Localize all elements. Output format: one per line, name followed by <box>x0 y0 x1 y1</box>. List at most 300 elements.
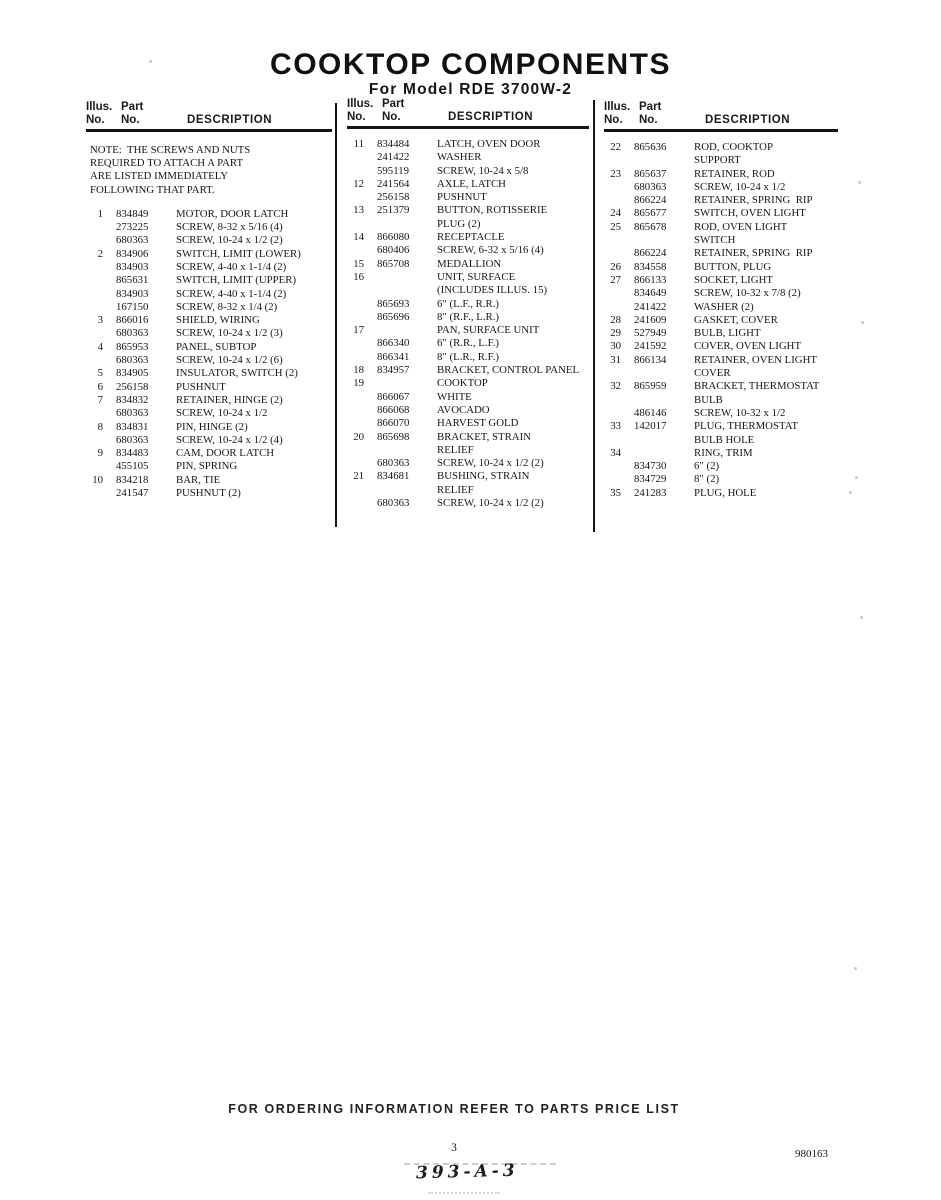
part-no: 167150 <box>116 300 149 313</box>
part-no: 595119 <box>377 164 409 177</box>
header-row-top <box>347 98 589 111</box>
table-row <box>604 221 838 234</box>
table-row <box>604 141 838 154</box>
part-description: 8" (L.R., R.F.) <box>437 350 500 363</box>
table-row <box>86 421 332 434</box>
part-no <box>377 284 425 297</box>
part-no: 865696 <box>377 310 410 323</box>
table-row <box>347 364 589 377</box>
part-description: PLUG, HOLE <box>694 486 757 499</box>
illus-no <box>86 434 103 447</box>
part-no <box>377 444 425 457</box>
illus-no <box>86 301 103 314</box>
table-row <box>86 274 332 287</box>
part-no: 866070 <box>377 417 410 430</box>
part-description: SCREW, 10-24 x 1/2 (2) <box>437 497 544 510</box>
illus-no: 18 <box>353 364 364 377</box>
part-no <box>377 218 425 231</box>
part-no: 680363 <box>116 234 149 247</box>
table-row <box>347 191 589 204</box>
part-description: RETAINER, ROD <box>694 167 775 180</box>
part-no: 834218 <box>116 473 149 486</box>
header-part-label: Part <box>382 98 405 110</box>
part-no: 865708 <box>377 257 410 270</box>
illus-no: 31 <box>610 353 621 366</box>
part-description: BUSHING, STRAIN <box>437 470 530 483</box>
table-row <box>347 138 589 151</box>
table-row <box>86 367 332 380</box>
illus-no <box>86 234 103 247</box>
part-description: SCREW, 10-32 x 1/2 <box>694 406 786 419</box>
table-row <box>86 261 332 274</box>
part-description: WASHER <box>437 151 482 164</box>
illus-no: 5 <box>97 367 103 380</box>
part-description: SCREW, 4-40 x 1-1/4 (2) <box>176 261 287 273</box>
illus-no: 34 <box>610 446 621 459</box>
column-header <box>86 101 332 132</box>
part-no: 865636 <box>634 141 667 153</box>
table-row <box>86 460 332 473</box>
part-description: WHITE <box>437 390 472 403</box>
table-row <box>347 431 589 444</box>
table-row <box>86 447 332 460</box>
illus-no: 15 <box>353 257 364 270</box>
table-row <box>347 377 589 390</box>
part-no: 865959 <box>634 380 667 393</box>
illus-no <box>86 460 103 473</box>
table-row <box>347 298 589 311</box>
table-row <box>86 314 332 327</box>
illus-no: 33 <box>610 420 621 433</box>
part-description: SWITCH, LIMIT (UPPER) <box>176 274 297 287</box>
part-description: (INCLUDES ILLUS. 15) <box>437 284 548 297</box>
part-no: 834832 <box>116 393 149 406</box>
table-row <box>86 327 332 340</box>
part-no: 834558 <box>634 260 667 273</box>
part-description: WASHER (2) <box>694 300 754 313</box>
illus-no: 20 <box>353 430 364 443</box>
illus-no: 2 <box>97 247 103 260</box>
part-no: 866133 <box>634 273 667 286</box>
table-row <box>347 231 589 244</box>
table-row <box>86 301 332 314</box>
illus-no: 24 <box>610 207 621 220</box>
part-description: 6" (R.R., L.F.) <box>437 337 500 350</box>
table-row <box>604 487 838 500</box>
part-description: BRACKET, CONTROL PANEL <box>437 364 580 377</box>
illus-no <box>604 460 621 473</box>
table-row <box>347 165 589 178</box>
table-row <box>347 151 589 164</box>
illus-no <box>604 473 621 486</box>
column-header <box>604 101 838 132</box>
illus-no: 11 <box>353 138 364 150</box>
scan-smudge <box>428 1192 500 1194</box>
table-row <box>604 181 838 194</box>
part-no: 834729 <box>634 473 667 486</box>
part-description: BULB HOLE <box>694 433 755 446</box>
illus-no <box>86 288 103 301</box>
table-row <box>347 324 589 337</box>
table-row <box>604 327 838 340</box>
note-line: REQUIRED TO ATTACH A PART <box>90 157 244 170</box>
part-description: SWITCH, OVEN LIGHT <box>694 207 806 220</box>
illus-no <box>347 151 364 164</box>
part-no: 866224 <box>634 194 667 207</box>
scan-dot <box>855 476 858 479</box>
table-row <box>604 460 838 473</box>
part-description: SCREW, 6-32 x 5/16 (4) <box>437 244 544 257</box>
part-no: 834903 <box>116 287 149 300</box>
illus-no <box>347 417 364 430</box>
part-no: 834681 <box>377 470 410 483</box>
part-no: 680363 <box>377 497 410 510</box>
illus-no: 23 <box>610 167 621 180</box>
illus-no <box>86 354 103 367</box>
illus-no: 1 <box>97 207 103 220</box>
part-no: 865698 <box>377 430 410 443</box>
part-description: PLUG (2) <box>437 217 481 230</box>
part-description: SCREW, 10-24 x 1/2 (6) <box>176 354 283 367</box>
part-no: 680363 <box>116 354 149 367</box>
table-row <box>86 394 332 407</box>
header-description-label: DESCRIPTION <box>448 111 534 123</box>
ordering-info-note: FOR ORDERING INFORMATION REFER TO PARTS PRICE LIST <box>228 1102 680 1116</box>
part-no: 865637 <box>634 167 667 180</box>
part-description: SCREW, 10-24 x 1/2 (2) <box>176 234 283 247</box>
part-no: 256158 <box>116 380 149 393</box>
part-no: 834906 <box>116 247 149 260</box>
part-description: RETAINER, SPRING RIP <box>694 247 813 260</box>
table-row <box>86 248 332 261</box>
part-no <box>634 434 682 447</box>
scan-dot <box>854 967 857 970</box>
part-no: 834957 <box>377 364 410 377</box>
part-description: 8" (2) <box>694 473 720 486</box>
illus-no <box>604 194 621 207</box>
part-no: 680363 <box>377 457 410 470</box>
table-row <box>604 154 838 167</box>
part-description: 6" (L.F., R.R.) <box>437 297 500 310</box>
part-no: 241283 <box>634 486 667 499</box>
illus-no <box>604 301 621 314</box>
illus-no <box>347 311 364 324</box>
illus-no: 16 <box>353 270 364 283</box>
table-row <box>604 447 838 460</box>
part-no: 527949 <box>634 327 667 340</box>
header-row-bottom <box>86 114 332 127</box>
part-description: ROD, COOKTOP <box>694 141 773 153</box>
part-no: 834831 <box>116 420 149 433</box>
table-row <box>347 337 589 350</box>
illus-no <box>347 284 364 297</box>
page-number: 3 <box>451 1142 457 1154</box>
parts-column-3 <box>604 101 838 500</box>
handwritten-mark: 393-A-3 <box>415 1160 519 1184</box>
table-row <box>347 284 589 297</box>
part-description: MOTOR, DOOR LATCH <box>176 207 289 220</box>
part-description: PANEL, SUBTOP <box>176 340 257 353</box>
table-row <box>604 420 838 433</box>
illus-no <box>604 367 621 380</box>
parts-column-1 <box>86 101 332 500</box>
illus-no: 6 <box>97 380 103 393</box>
illus-no: 10 <box>92 473 103 486</box>
illus-no <box>347 298 364 311</box>
illus-no <box>86 274 103 287</box>
part-description: BRACKET, THERMOSTAT <box>694 380 820 393</box>
header-illus-no-label: No. <box>86 114 105 126</box>
part-description: MEDALLION <box>437 257 502 270</box>
header-rule <box>604 129 838 132</box>
part-description: RELIEF <box>437 443 474 456</box>
illus-no: 32 <box>610 380 621 393</box>
table-row <box>604 407 838 420</box>
page-title: COOKTOP COMPONENTS <box>270 48 671 81</box>
part-description: BULB, LIGHT <box>694 327 761 340</box>
part-no: 866341 <box>377 350 410 363</box>
part-description: PAN, SURFACE UNIT <box>437 324 540 337</box>
part-no: 834484 <box>377 138 410 150</box>
scan-dot <box>849 491 852 494</box>
column-divider <box>335 103 337 527</box>
part-description: 8" (R.F., L.R.) <box>437 310 500 323</box>
scan-dot <box>149 60 152 63</box>
part-no: 866134 <box>634 353 667 366</box>
table-row <box>347 204 589 217</box>
table-row <box>604 194 838 207</box>
part-description: COOKTOP <box>437 377 488 390</box>
illus-no <box>347 337 364 350</box>
part-no: 865693 <box>377 297 410 310</box>
header-part-label: Part <box>639 101 662 113</box>
table-row <box>604 261 838 274</box>
illus-no <box>86 221 103 234</box>
illus-no: 35 <box>610 486 621 499</box>
table-row <box>604 473 838 486</box>
illus-no: 14 <box>353 231 364 244</box>
table-row <box>86 221 332 234</box>
illus-no: 28 <box>610 313 621 326</box>
table-row <box>347 444 589 457</box>
header-illus-no-label: No. <box>604 114 623 126</box>
header-row-top <box>604 101 838 114</box>
part-description: SOCKET, LIGHT <box>694 273 773 286</box>
part-no: 680363 <box>634 180 667 193</box>
part-description: PUSHNUT <box>176 380 226 393</box>
table-row <box>347 258 589 271</box>
table-row <box>604 340 838 353</box>
illus-no <box>86 407 103 420</box>
illus-no: 17 <box>353 324 364 337</box>
part-no <box>377 271 425 284</box>
table-row <box>86 208 332 221</box>
illus-no <box>604 181 621 194</box>
part-description: RETAINER, SPRING RIP <box>694 194 813 207</box>
table-row <box>86 434 332 447</box>
illus-no: 3 <box>97 314 103 327</box>
part-no: 455105 <box>116 460 149 473</box>
part-description: SCREW, 4-40 x 1-1/4 (2) <box>176 287 287 300</box>
illus-no: 25 <box>610 220 621 233</box>
table-row <box>604 207 838 220</box>
table-row <box>347 497 589 510</box>
part-no: 273225 <box>116 221 149 234</box>
header-part-no-label: No. <box>382 111 401 123</box>
illus-no <box>347 165 364 178</box>
part-no: 866068 <box>377 403 410 416</box>
part-no: 865677 <box>634 207 667 220</box>
part-description: SHIELD, WIRING <box>176 314 260 327</box>
part-description: SWITCH, LIMIT (LOWER) <box>176 247 301 260</box>
part-description: SCREW, 10-24 x 1/2 <box>694 180 786 193</box>
part-description: RETAINER, OVEN LIGHT <box>694 353 817 366</box>
illus-no <box>347 191 364 204</box>
parts-rows <box>347 138 589 510</box>
table-row <box>347 484 589 497</box>
part-description: PLUG, THERMOSTAT <box>694 420 798 433</box>
part-no: 866224 <box>634 247 667 260</box>
illus-no <box>347 484 364 497</box>
table-row <box>347 417 589 430</box>
part-description: SUPPORT <box>694 154 741 167</box>
part-no: 834649 <box>634 287 667 300</box>
illus-no: 7 <box>97 393 103 406</box>
part-no: 866080 <box>377 231 410 244</box>
table-row <box>347 311 589 324</box>
table-row <box>347 244 589 257</box>
table-row <box>604 274 838 287</box>
part-no <box>377 484 425 497</box>
scan-dot <box>860 616 863 619</box>
part-description: SCREW, 10-24 x 1/2 <box>176 407 268 420</box>
part-no: 866016 <box>116 314 149 327</box>
header-illus-label: Illus. <box>604 101 631 113</box>
part-no: 241609 <box>634 313 667 326</box>
part-no: 680363 <box>116 327 149 340</box>
header-illus-no-label: No. <box>347 111 366 123</box>
table-row <box>347 271 589 284</box>
illus-no <box>347 244 364 257</box>
part-no: 865678 <box>634 220 667 233</box>
table-row <box>86 407 332 420</box>
part-description: BRACKET, STRAIN <box>437 430 531 443</box>
header-illus-label: Illus. <box>86 101 113 113</box>
part-no: 241592 <box>634 340 667 353</box>
header-rule <box>86 129 332 132</box>
part-no <box>634 447 682 460</box>
part-no <box>377 324 425 337</box>
part-description: INSULATOR, SWITCH (2) <box>176 367 298 380</box>
note-block <box>90 144 332 197</box>
header-row-top <box>86 101 332 114</box>
part-no: 865631 <box>116 274 149 287</box>
part-description: COVER <box>694 367 731 380</box>
illus-no: 4 <box>97 340 103 353</box>
part-description: RELIEF <box>437 483 474 496</box>
part-description: UNIT, SURFACE <box>437 270 516 283</box>
part-no: 241422 <box>634 300 667 313</box>
table-row <box>86 234 332 247</box>
part-no: 241547 <box>116 487 149 500</box>
illus-no <box>604 407 621 420</box>
part-description: 6" (2) <box>694 460 720 473</box>
document-number: 980163 <box>795 1148 828 1160</box>
header-description-label: DESCRIPTION <box>187 114 273 126</box>
header-part-no-label: No. <box>121 114 140 126</box>
illus-no <box>347 497 364 510</box>
part-description: SCREW, 10-32 x 7/8 (2) <box>694 287 801 300</box>
part-no <box>377 377 425 390</box>
scan-dot <box>861 321 864 324</box>
table-row <box>604 234 838 247</box>
illus-no <box>347 457 364 470</box>
part-no: 241564 <box>377 177 410 190</box>
illus-no <box>347 391 364 404</box>
part-description: RECEPTACLE <box>437 231 505 244</box>
part-description: PIN, SPRING <box>176 460 238 473</box>
illus-no <box>347 351 364 364</box>
table-row <box>604 380 838 393</box>
note-line: NOTE: THE SCREWS AND NUTS <box>90 144 251 156</box>
illus-no: 19 <box>353 377 364 390</box>
header-row-bottom <box>347 111 589 124</box>
part-description: PIN, HINGE (2) <box>176 420 248 433</box>
parts-rows <box>604 141 838 500</box>
table-row <box>86 487 332 500</box>
table-row <box>347 391 589 404</box>
part-no: 866340 <box>377 337 410 350</box>
part-no: 486146 <box>634 406 667 419</box>
part-description: RING, TRIM <box>694 446 753 459</box>
table-row <box>86 288 332 301</box>
part-description: HARVEST GOLD <box>437 417 519 430</box>
part-description: SCREW, 10-24 x 1/2 (4) <box>176 433 283 446</box>
part-no <box>634 234 682 247</box>
part-description: AXLE, LATCH <box>437 177 506 190</box>
part-description: SWITCH <box>694 234 736 247</box>
part-description: PUSHNUT <box>437 191 487 204</box>
illus-no: 26 <box>610 260 621 273</box>
note-line: FOLLOWING THAT PART. <box>90 183 215 196</box>
illus-no <box>604 154 621 167</box>
illus-no: 30 <box>610 340 621 353</box>
table-row <box>86 341 332 354</box>
part-no: 865953 <box>116 340 149 353</box>
part-description: BUTTON, ROTISSERIE <box>437 204 548 217</box>
header-part-label: Part <box>121 101 144 113</box>
illus-no <box>347 218 364 231</box>
table-row <box>347 178 589 191</box>
part-description: BAR, TIE <box>176 473 221 486</box>
table-row <box>604 168 838 181</box>
table-row <box>604 367 838 380</box>
illus-no: 8 <box>97 420 103 433</box>
header-description-label: DESCRIPTION <box>705 114 791 126</box>
illus-no <box>604 234 621 247</box>
table-row <box>604 354 838 367</box>
illus-no: 13 <box>353 204 364 217</box>
part-description: SCREW, 8-32 x 1/4 (2) <box>176 300 278 313</box>
part-no <box>634 394 682 407</box>
part-no: 834483 <box>116 447 149 460</box>
table-row <box>86 474 332 487</box>
header-row-bottom <box>604 114 838 127</box>
illus-no: 29 <box>610 327 621 340</box>
table-row <box>347 351 589 364</box>
column-divider <box>593 100 595 532</box>
part-no <box>634 367 682 380</box>
